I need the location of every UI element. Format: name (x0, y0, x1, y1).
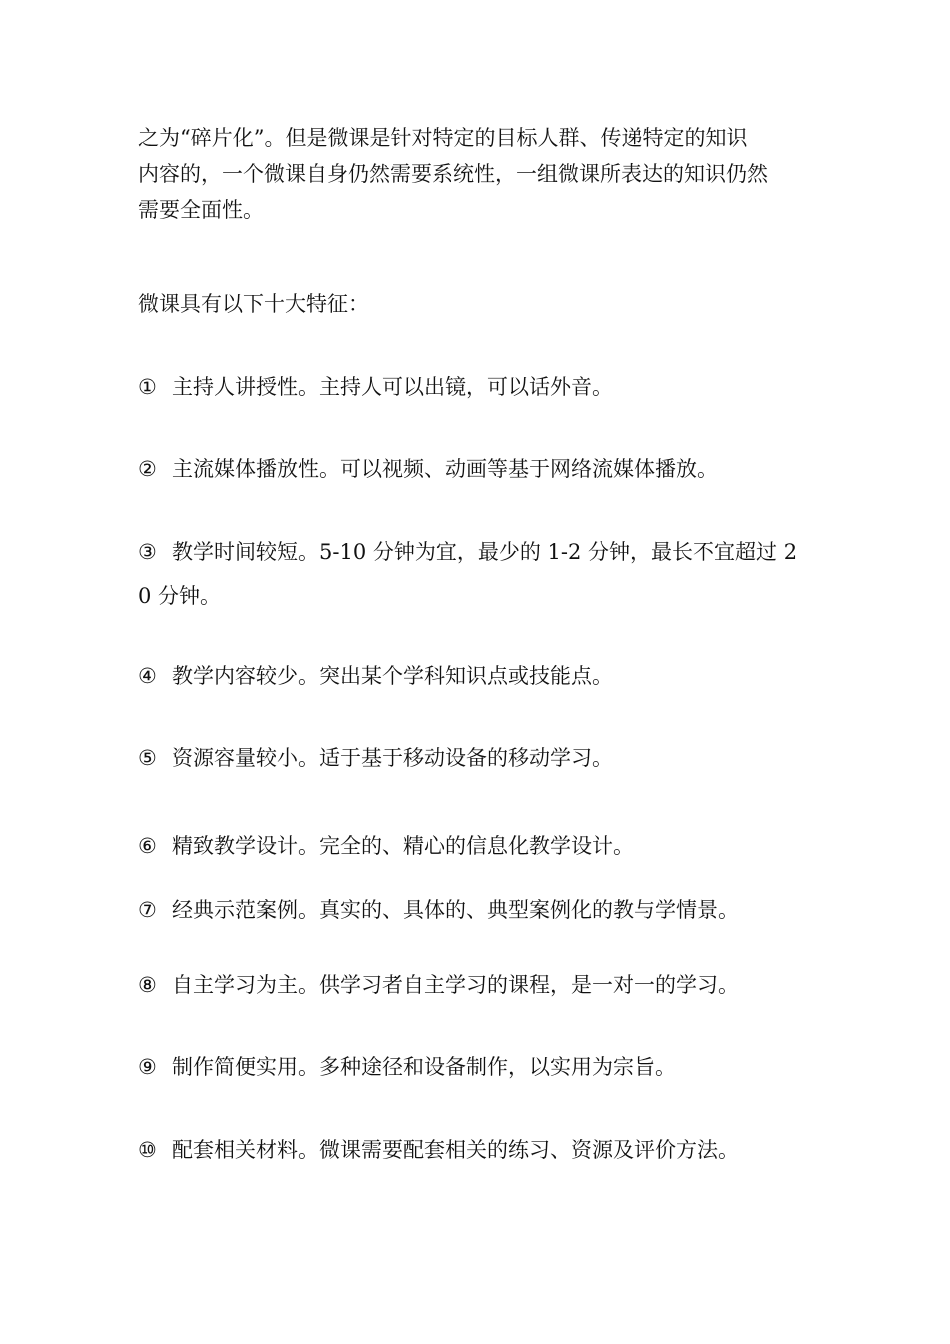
feature-item-9 (138, 1050, 828, 1084)
intro-paragraph (138, 120, 828, 228)
feature-item-6 (138, 829, 828, 863)
feature-text: 主持人讲授性。主持人可以出镜，可以话外音。 (172, 375, 613, 399)
feature-number: ⑨ (138, 1055, 157, 1079)
feature-item-8 (138, 968, 828, 1002)
feature-number: ④ (138, 664, 157, 688)
features-heading (138, 287, 828, 321)
feature-text: 自主学习为主。供学习者自主学习的课程，是一对一的学习。 (172, 973, 739, 997)
feature-item-7 (138, 893, 828, 927)
feature-text: 教学时间较短。5-10 分钟为宜，最少的 1-2 分钟，最长不宜超过 2 (172, 540, 798, 564)
intro-line: 需要全面性。 (138, 198, 264, 222)
feature-number: ⑤ (138, 746, 157, 770)
feature-number: ⑥ (138, 834, 157, 858)
feature-item-10 (138, 1133, 828, 1167)
feature-text: 精致教学设计。完全的、精心的信息化教学设计。 (172, 834, 634, 858)
features-heading-text: 微课具有以下十大特征： (138, 292, 369, 316)
feature-number: ⑧ (138, 973, 157, 997)
feature-item-2 (138, 452, 828, 486)
feature-text-continuation: 0 分钟。 (138, 584, 222, 608)
feature-text: 配套相关材料。微课需要配套相关的练习、资源及评价方法。 (172, 1138, 739, 1162)
feature-item-1 (138, 370, 828, 404)
feature-line (138, 535, 828, 579)
feature-number: ⑩ (138, 1138, 157, 1162)
feature-item-5 (138, 741, 828, 775)
feature-text: 制作简便实用。多种途径和设备制作，以实用为宗旨。 (172, 1055, 676, 1079)
feature-text: 经典示范案例。真实的、具体的、典型案例化的教与学情景。 (172, 898, 739, 922)
feature-number: ① (138, 375, 157, 399)
feature-number: ③ (138, 540, 157, 564)
feature-text: 资源容量较小。适于基于移动设备的移动学习。 (172, 746, 613, 770)
intro-line: 之为“碎片化”。但是微课是针对特定的目标人群、传递特定的知识 (138, 126, 748, 150)
feature-number: ② (138, 457, 157, 481)
feature-text: 主流媒体播放性。可以视频、动画等基于网络流媒体播放。 (172, 457, 718, 481)
feature-item-4 (138, 659, 828, 693)
intro-line: 内容的，一个微课自身仍然需要系统性，一组微课所表达的知识仍然 (138, 162, 768, 186)
feature-item-3 (138, 535, 828, 608)
feature-number: ⑦ (138, 898, 157, 922)
feature-text: 教学内容较少。突出某个学科知识点或技能点。 (172, 664, 613, 688)
